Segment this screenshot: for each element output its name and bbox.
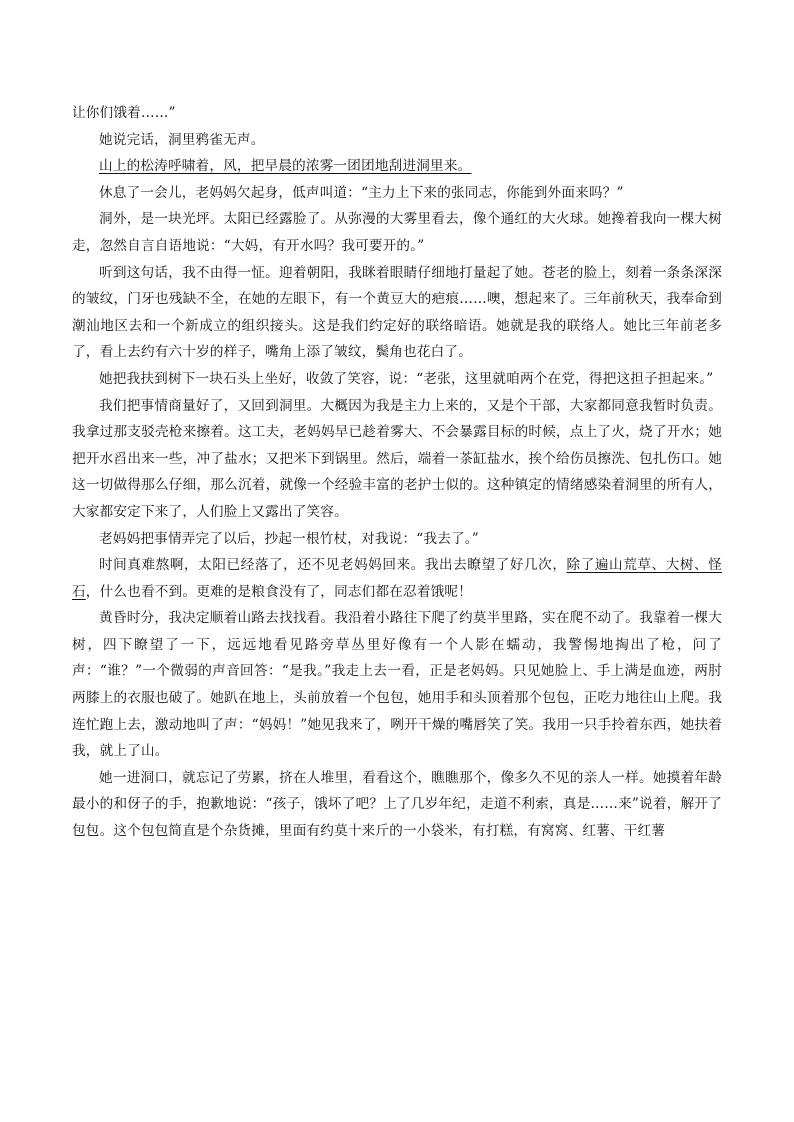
paragraph-3-underlined: 山上的松涛呼啸着，风，把早晨的浓雾一团团地刮进洞里来。 xyxy=(99,158,472,175)
paragraph-11: 黄昏时分，我决定顺着山路去找找看。我沿着小路往下爬了约莫半里路，实在爬不动了。我靠着一棵大树，四下瞭望了一下，远远地看见路旁草丛里好像有一个人影在蠕动，我警惕地掏出了枪，问了声：“谁？”一个微弱的声音回答：“是我。”我走上去一看，正是老妈妈。只见她脸上、手上满是血迹，两肘两膝上的衣服也破了。她趴在地上，头前放着一个包包，她用手和头顶着那个包包，正吃力地往山上爬。我连忙跑上去，激动地叫了声：“妈妈！”她见我来了，咧开干燥的嘴唇笑了笑。我用一只手拎着东西，她扶着我，就上了山。 xyxy=(72,610,722,760)
paragraph-10-after: ，什么也看不到。更难的是粮食没有了，同志们都在忍着饿呢！ xyxy=(85,583,473,600)
paragraph-9: 老妈妈把事情弄完了以后，抄起一根竹杖，对我说：“我去了。” xyxy=(99,530,479,547)
paragraph-12: 她一进洞口，就忘记了劳累，挤在人堆里，看看这个，瞧瞧那个，像多久不见的亲人一样。她摸着年龄最小的和伢子的手，抱歉地说：“孩子，饿坏了吧？上了几岁年纪，走道不利索，真是……来”说着，解开了包包。这个包包简直是个杂货摊，里面有约莫十来斤的一小袋米，有打糕，有窝窝、红薯、干红薯 xyxy=(72,769,722,840)
paragraph-4: 休息了一会儿，老妈妈欠起身，低声叫道：“主力上下来的张同志，你能到外面来吗？” xyxy=(99,184,624,201)
paragraph-10-before: 时间真难熬啊，太阳已经落了，还不见老妈妈回来。我出去瞭望了好几次， xyxy=(99,557,567,574)
paragraph-2: 她说完话，洞里鸦雀无声。 xyxy=(99,131,265,148)
paragraph-5: 洞外，是一块光坪。太阳已经露脸了。从弥漫的大雾里看去，像个通红的大火球。她搀着我向一棵大树走，忽然自言自语地说：“大妈，有开水吗？我可要开的。” xyxy=(72,211,722,254)
paragraph-7: 她把我扶到树下一块石头上坐好，收敛了笑容，说：“老张，这里就咱两个在党，得把这担子担起来。” xyxy=(99,370,714,387)
paragraph-10-underlined: 除了遍山荒草、大树、怪石 xyxy=(72,557,722,600)
story-text xyxy=(72,100,722,845)
paragraph-6: 听到这句话，我不由得一怔。迎着朝阳，我眯着眼睛仔细地打量起了她。苍老的脸上，刻着一条条深深的皱纹，门牙也残缺不全，在她的左眼下，有一个黄豆大的疤痕……噢，想起来了。三年前秋天，我奉命到潮汕地区去和一个新成立的组织接头。这是我们约定好的联络暗语。她就是我的联络人。她比三年前老多了，看上去约有六十岁的样子，嘴角上添了皱纹，鬓角也花白了。 xyxy=(72,264,722,361)
paragraph-1: 让你们饿着……” xyxy=(72,105,176,121)
paragraph-10 xyxy=(72,552,722,605)
paragraph-8: 我们把事情商量好了，又回到洞里。大概因为我是主力上来的，又是个干部，大家都同意我暂时负责。我拿过那支驳壳枪来擦着。这工夫，老妈妈早已趁着雾大、不会暴露目标的时候，点上了火，烧了开水；她把开水舀出来一些，冲了盐水；又把米下到锅里。然后，端着一茶缸盐水，挨个给伤员擦洗、包扎伤口。她这一切做得那么仔细，那么沉着，就像一个经验丰富的老护士似的。这种镇定的情绪感染着洞里的所有人，大家都安定下来了，人们脸上又露出了笑容。 xyxy=(72,397,722,520)
